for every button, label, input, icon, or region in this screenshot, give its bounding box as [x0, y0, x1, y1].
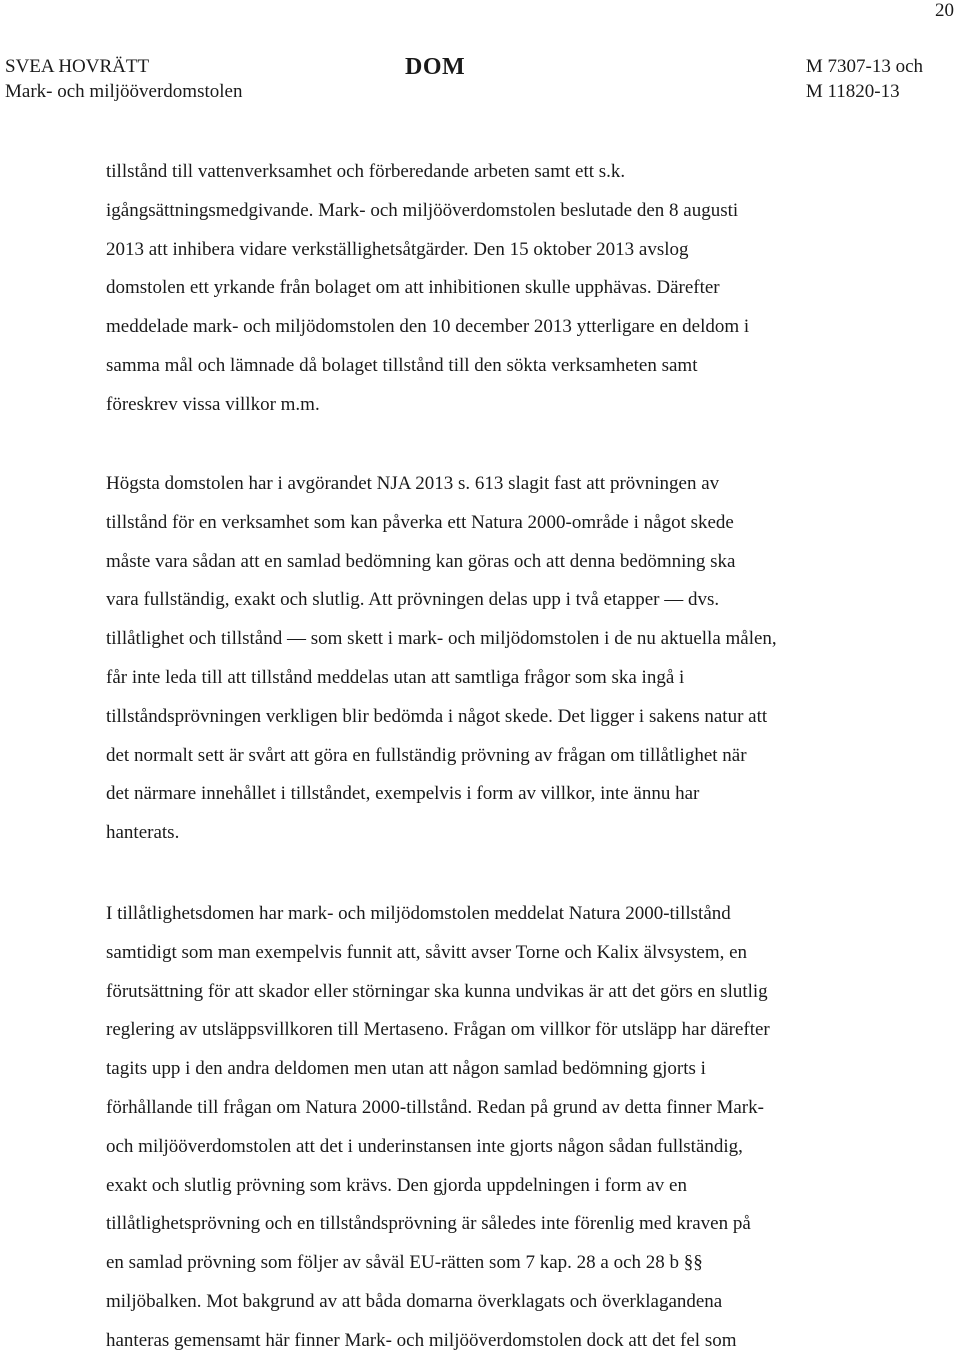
text-line: tillståndsprövningen verkligen blir bedömda i något skede. Det ligger i sakens natur att — [106, 705, 768, 727]
text-line: måste vara sådan att en samlad bedömning kan göras och att denna bedömning ska — [106, 550, 736, 572]
paragraph-2 — [106, 465, 896, 853]
text-line: det närmare innehållet i tillståndet, exempelvis i form av villkor, inte ännu har — [106, 783, 700, 805]
text-line: samtidigt som man exempelvis funnit att, såvitt avser Torne och Kalix älvsystem, en — [106, 941, 748, 963]
court-info — [5, 54, 242, 104]
text-line: hanterats. — [106, 822, 180, 844]
case-numbers — [806, 54, 923, 104]
text-line: det normalt sett är svårt att göra en fullständig prövning av frågan om tillåtlighet när — [106, 744, 747, 766]
text-line: igångsättningsmedgivande. Mark- och miljööverdomstolen beslutade den 8 augusti — [106, 199, 739, 221]
text-line: tillstånd för en verksamhet som kan påverka ett Natura 2000-område i något skede — [106, 511, 734, 533]
text-line: samma mål och lämnade då bolaget tillstånd till den sökta verksamheten samt — [106, 354, 698, 376]
text-line: och miljööverdomstolen att det i underinstansen inte gjorts någon sådan fullständig, — [106, 1135, 743, 1157]
text-line: Högsta domstolen har i avgörandet NJA 2013 s. 613 slagit fast att prövningen av — [106, 473, 720, 494]
text-line: tillåtlighetsprövning och en tillståndsprövning är således inte förenlig med kraven på — [106, 1213, 751, 1235]
court-name: SVEA HOVRÄTT — [5, 56, 150, 77]
text-line: tagits upp i den andra deldomen men utan att någon samlad bedömning gjorts i — [106, 1058, 706, 1080]
document-type: DOM — [405, 54, 466, 80]
text-line: en samlad prövning som följer av såväl EU-rätten som 7 kap. 28 a och 28 b §§ — [106, 1252, 703, 1274]
text-line: hanteras gemensamt här finner Mark- och miljööverdomstolen dock att det fel som — [106, 1329, 737, 1351]
text-line: reglering av utsläppsvillkoren till Mertaseno. Frågan om villkor för utsläpp har därefter — [106, 1019, 770, 1041]
text-line: tillåtlighet och tillstånd — som skett i mark- och miljödomstolen i de nu aktuella målen, — [106, 628, 777, 650]
text-line: 2013 att inhibera vidare verkställighetsåtgärder. Den 15 oktober 2013 avslog — [106, 238, 689, 260]
text-line: I tillåtlighetsdomen har mark- och miljödomstolen meddelat Natura 2000-tillstånd — [106, 903, 731, 924]
court-division: Mark- och miljööverdomstolen — [5, 81, 243, 102]
text-line: föreskrev vissa villkor m.m. — [106, 393, 320, 415]
document-header — [5, 54, 923, 104]
text-line: miljöbalken. Mot bakgrund av att båda domarna överklagats och överklagandena — [106, 1290, 723, 1312]
text-line: meddelade mark- och miljödomstolen den 10 december 2013 ytterligare en deldom i — [106, 316, 750, 338]
page-number: 20 — [935, 0, 954, 21]
text-line: exakt och slutlig prövning som krävs. Den gjorda uppdelningen i form av en — [106, 1174, 687, 1196]
case-number-1: M 7307-13 och — [805, 56, 923, 77]
text-line: domstolen ett yrkande från bolaget om att inhibitionen skulle upphävas. Därefter — [106, 277, 720, 299]
text-line: förutsättning för att skador eller störningar ska kunna undvikas är att det görs en slutlig — [106, 980, 768, 1002]
text-line: vara fullständig, exakt och slutlig. Att prövningen delas upp i två etapper — dvs. — [106, 589, 720, 611]
paragraph-3 — [106, 895, 896, 1361]
case-number-2: M 11820-13 — [805, 81, 900, 102]
text-line: får inte leda till att tillstånd meddelas utan att samtliga frågor som ska ingå i — [106, 666, 685, 688]
paragraph-1 — [106, 153, 896, 425]
text-line: förhållande till frågan om Natura 2000-tillstånd. Redan på grund av detta finner Mark- — [106, 1096, 764, 1118]
text-line: tillstånd till vattenverksamhet och förberedande arbeten samt ett s.k. — [106, 161, 626, 182]
